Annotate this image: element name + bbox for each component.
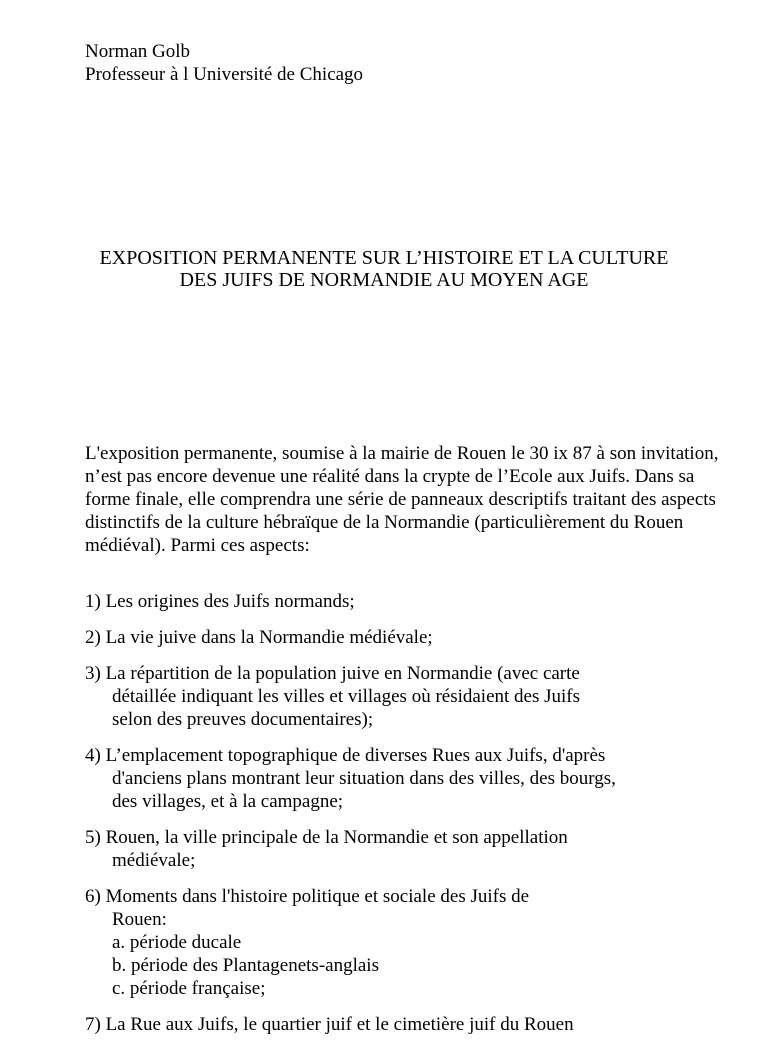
list-item-line: c. période française; — [112, 978, 266, 999]
list-item-line: b. période des Plantagenets-anglais — [112, 955, 379, 976]
intro-line: n’est pas encore devenue une réalité dans la crypte de l’Ecole aux Juifs. Dans sa — [85, 466, 695, 487]
list-item-line: 7) La Rue aux Juifs, le quartier juif et le cimetière juif du Rouen — [85, 1014, 574, 1035]
list-item-line: a. période ducale — [112, 932, 242, 953]
list-item-line: d'anciens plans montrant leur situation dans des villes, des bourgs, — [112, 768, 616, 789]
intro-line: forme finale, elle comprendra une série de panneaux descriptifs traitant des aspects — [85, 489, 716, 510]
author-affiliation: Professeur à l Université de Chicago — [85, 64, 364, 85]
list-item-line: médiévale; — [112, 850, 196, 871]
list-item-line: 5) Rouen, la ville principale de la Normandie et son appellation — [85, 827, 568, 848]
aspects-list — [85, 590, 725, 1049]
list-item-line: 4) L’emplacement topographique de diverses Rues aux Juifs, d'après — [85, 745, 606, 766]
title-line: EXPOSITION PERMANENTE SUR L’HISTOIRE ET LA CULTURE — [99, 247, 669, 269]
list-item — [85, 662, 725, 731]
list-item — [85, 826, 725, 872]
list-item-line: Rouen: — [112, 909, 167, 930]
list-item-line: 2) La vie juive dans la Normandie médiévale; — [85, 627, 433, 648]
list-item — [85, 590, 725, 613]
author-block — [85, 40, 725, 86]
intro-line: L'exposition permanente, soumise à la mairie de Rouen le 30 ix 87 à son invitation, — [85, 443, 719, 464]
list-item-line: des villages, et à la campagne; — [112, 791, 344, 812]
title-line: DES JUIFS DE NORMANDIE AU MOYEN AGE — [179, 269, 589, 291]
list-item-line: 6) Moments dans l'histoire politique et sociale des Juifs de — [85, 886, 530, 907]
author-name: Norman Golb — [85, 41, 191, 62]
intro-line: médiéval). Parmi ces aspects: — [85, 535, 310, 556]
list-item-line: selon des preuves documentaires); — [112, 709, 374, 730]
list-item-line: détaillée indiquant les villes et villages où résidaient des Juifs — [112, 686, 581, 707]
list-item-line: 1) Les origines des Juifs normands; — [85, 591, 355, 612]
list-item — [85, 626, 725, 649]
list-item — [85, 744, 725, 813]
list-item — [85, 1013, 725, 1036]
intro-paragraph — [85, 442, 725, 557]
intro-line: distinctifs de la culture hébraïque de la Normandie (particulièrement du Rouen — [85, 512, 684, 533]
list-item-line: 3) La répartition de la population juive en Normandie (avec carte — [85, 663, 580, 684]
list-item — [85, 885, 725, 1000]
document-title — [0, 247, 768, 291]
